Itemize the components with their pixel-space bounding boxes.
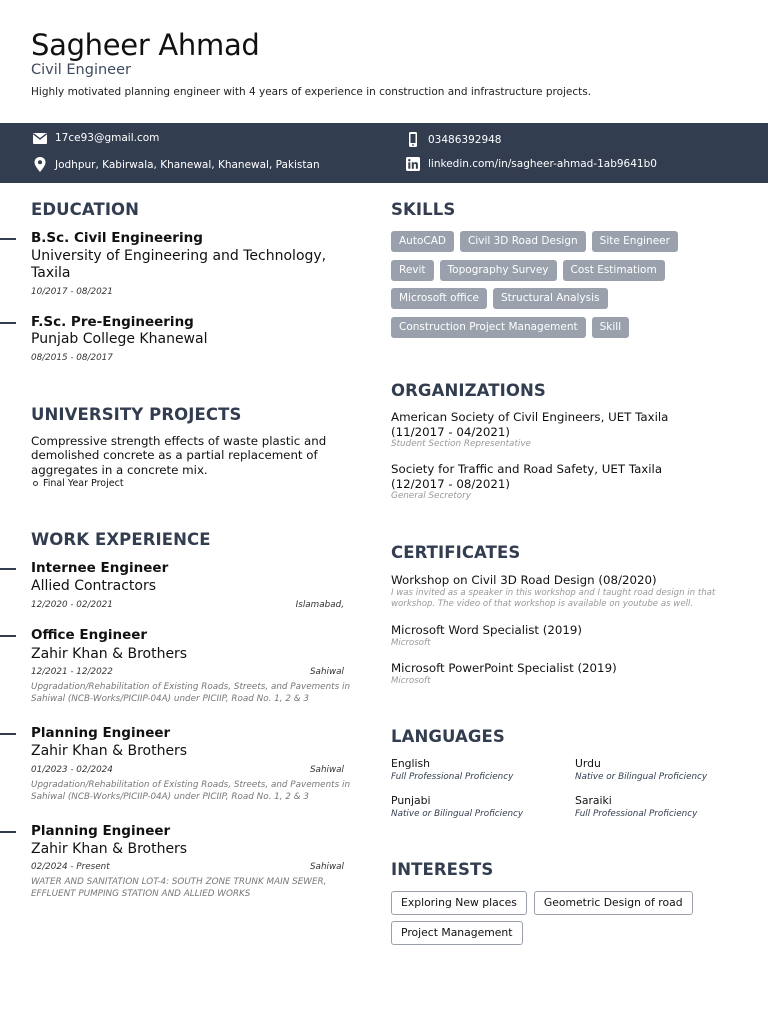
work-description: Upgradation/Rehabilitation of Existing Roads, Streets, and Pavements in Sahiwal (NCB-Works/PICIIP-04A) under PICIIP, Road No. 1, 2 & 3 — [31, 682, 351, 704]
education-degree: F.Sc. Pre-Engineering — [31, 314, 194, 330]
language-item — [575, 794, 755, 820]
work-dates: 02/2024 - Present — [31, 862, 110, 872]
certificate-name: Workshop on Civil 3D Road Design (08/2020) — [391, 573, 657, 587]
skill-tag: Civil 3D Road Design — [460, 231, 586, 252]
work-position: Planning Engineer — [31, 823, 171, 839]
work-location: Sahiwal — [309, 667, 344, 677]
work-location: Sahiwal — [309, 765, 344, 775]
entry-marker — [0, 322, 16, 324]
certificate-name: Microsoft Word Specialist (2019) — [391, 623, 583, 637]
skills-heading: SKILLS — [391, 200, 456, 219]
certificate-item — [391, 623, 731, 649]
project-bullet-text: Final Year Project — [43, 478, 124, 489]
language-level: Full Professional Proficiency — [391, 772, 514, 782]
work-position: Planning Engineer — [31, 725, 171, 741]
resume-summary: Highly motivated planning engineer with 4 years of experience in construction and infrastructure projects. — [31, 86, 592, 98]
organization-role: General Secretory — [391, 491, 471, 501]
work-company: Zahir Khan & Brothers — [31, 646, 188, 662]
contact-email-text: 17ce93@gmail.com — [55, 132, 160, 144]
entry-marker — [0, 238, 16, 240]
work-location: Islamabad, — [295, 600, 344, 610]
education-dates: 08/2015 - 08/2017 — [31, 353, 113, 363]
phone-icon — [406, 132, 420, 147]
resume-name: Sagheer Ahmad — [31, 28, 260, 62]
skill-tag: Cost Estimatiom — [563, 260, 665, 281]
contact-email[interactable] — [33, 132, 159, 144]
language-name: Saraiki — [575, 794, 612, 807]
certificate-detail: Microsoft — [391, 638, 431, 648]
education-dates: 10/2017 - 08/2021 — [31, 287, 113, 297]
entry-marker — [0, 568, 16, 570]
skill-tag: Topography Survey — [440, 260, 557, 281]
work-location: Sahiwal — [309, 862, 344, 872]
contact-phone[interactable] — [406, 132, 502, 147]
work-dates: 12/2021 - 12/2022 — [31, 667, 113, 677]
entry-marker — [0, 831, 16, 833]
skill-tag: Structural Analysis — [493, 288, 608, 309]
bullet-circle-icon — [33, 481, 38, 486]
skill-tag: Revit — [391, 260, 434, 281]
contact-linkedin[interactable] — [406, 157, 657, 171]
language-level: Full Professional Proficiency — [575, 809, 698, 819]
location-pin-icon — [33, 157, 47, 172]
interests-list — [391, 891, 711, 951]
organization-role: Student Section Representative — [391, 439, 531, 449]
organization-name: Society for Traffic and Road Safety, UET Taxila — [391, 462, 663, 476]
project-description: Compressive strength effects of waste plastic and demolished concrete as a partial replacement of aggregates in a concrete mix. — [31, 434, 327, 477]
certificate-item — [391, 573, 731, 610]
skill-tag: AutoCAD — [391, 231, 454, 252]
skill-tag: Site Engineer — [592, 231, 678, 252]
work-description: WATER AND SANITATION LOT-4: SOUTH ZONE TRUNK MAIN SEWER, EFFLUENT PUMPING STATION AND ALLIED WORKS — [31, 877, 327, 899]
certificate-detail: Microsoft — [391, 676, 431, 686]
organization-name: American Society of Civil Engineers, UET Taxila — [391, 410, 669, 424]
work-company: Zahir Khan & Brothers — [31, 841, 188, 857]
interests-heading: INTERESTS — [391, 860, 494, 879]
language-level: Native or Bilingual Proficiency — [575, 772, 708, 782]
organizations-heading: ORGANIZATIONS — [391, 381, 546, 400]
work-company: Allied Contractors — [31, 578, 157, 594]
entry-marker — [0, 635, 16, 637]
work-dates: 12/2020 - 02/2021 — [31, 600, 113, 610]
certificate-name: Microsoft PowerPoint Specialist (2019) — [391, 661, 617, 675]
education-degree: B.Sc. Civil Engineering — [31, 230, 203, 246]
language-name: English — [391, 757, 430, 770]
work-company: Zahir Khan & Brothers — [31, 743, 188, 759]
contact-linkedin-text: linkedin.com/in/sagheer-ahmad-1ab9641b0 — [428, 158, 657, 170]
education-school: Punjab College Khanewal — [31, 331, 208, 347]
work-dates: 01/2023 - 02/2024 — [31, 765, 113, 775]
work-position: Internee Engineer — [31, 560, 169, 576]
contact-location — [33, 157, 320, 172]
entry-marker — [0, 733, 16, 735]
organization-dates: (12/2017 - 08/2021) — [391, 476, 510, 491]
skills-list — [391, 231, 711, 345]
interest-tag: Exploring New places — [391, 891, 527, 915]
organization-item — [391, 462, 711, 502]
work-heading: WORK EXPERIENCE — [31, 530, 211, 549]
work-description: Upgradation/Rehabilitation of Existing Roads, Streets, and Pavements in Sahiwal (NCB-Works/PICIIP-04A) under PICIIP, Road No. 1, 2 & 3 — [31, 780, 351, 802]
languages-heading: LANGUAGES — [391, 727, 505, 746]
language-item — [391, 794, 571, 820]
certificate-item — [391, 661, 731, 687]
language-item — [391, 757, 571, 783]
language-name: Punjabi — [391, 794, 431, 807]
organization-item — [391, 410, 711, 450]
skill-tag: Microsoft office — [391, 288, 487, 309]
education-heading: EDUCATION — [31, 200, 140, 219]
linkedin-icon — [406, 157, 420, 171]
interest-tag: Geometric Design of road — [534, 891, 693, 915]
skill-tag: Construction Project Management — [391, 317, 586, 338]
education-school: University of Engineering and Technology, Taxila — [31, 248, 327, 281]
projects-heading: UNIVERSITY PROJECTS — [31, 405, 242, 424]
language-level: Native or Bilingual Proficiency — [391, 809, 524, 819]
certificates-heading: CERTIFICATES — [391, 543, 521, 562]
project-bullet — [33, 478, 124, 489]
skill-tag: Skill — [592, 317, 630, 338]
envelope-icon — [33, 133, 47, 144]
language-name: Urdu — [575, 757, 601, 770]
organization-dates: (11/2017 - 04/2021) — [391, 424, 510, 439]
contact-location-text: Jodhpur, Kabirwala, Khanewal, Khanewal, Pakistan — [55, 158, 320, 171]
contact-phone-text: 03486392948 — [428, 133, 502, 146]
certificate-detail: I was invited as a speaker in this workshop and I taught road design in that workshop. The video of that workshop is available on youtube as well. — [391, 588, 716, 609]
interest-tag: Project Management — [391, 921, 523, 945]
work-position: Office Engineer — [31, 627, 148, 643]
resume-role: Civil Engineer — [31, 62, 131, 78]
language-item — [575, 757, 755, 783]
